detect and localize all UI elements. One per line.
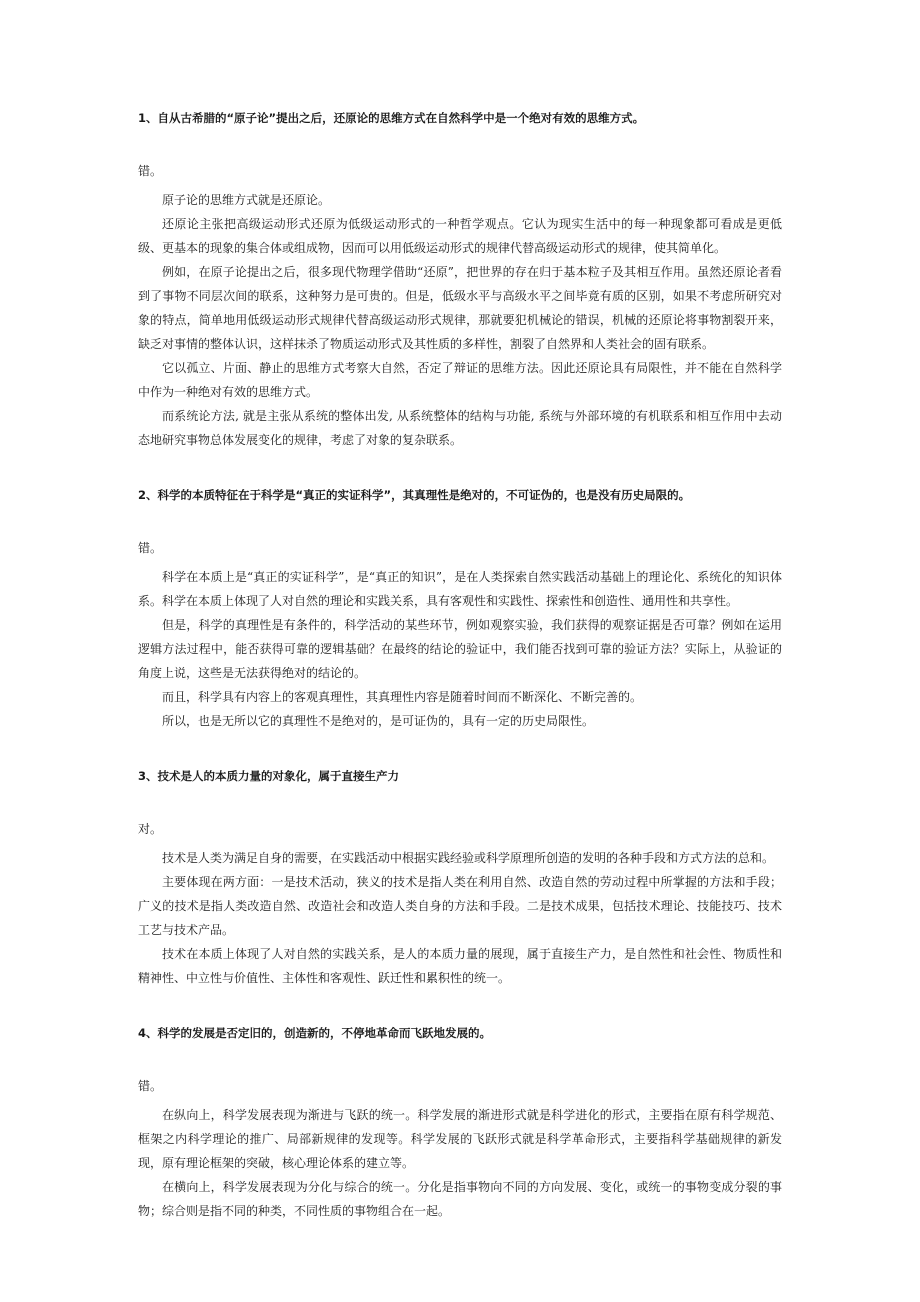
- question-section-1: [138, 108, 782, 452]
- answer-verdict: 错。: [138, 164, 163, 178]
- answer-paragraph: 技术在本质上体现了人对自然的实践关系，是人的本质力量的展现，属于直接生产力，是自然性和社会性、物质性和精神性、中立性与价值性、主体性和客观性、跃迁性和累积性的统一。: [138, 947, 782, 985]
- answer-paragraph: 例如，在原子论提出之后，很多现代物理学借助“还原”，把世界的存在归于基本粒子及其相互作用。虽然还原论者看到了事物不同层次间的联系，这种努力是可贵的。但是，低级水平与高级水平之间毕竟有质的区别，如果不考虑所研究对象的特点，简单地用低级运动形式规律代替高级运动形式规律，那就要犯机械论的错误，机械的还原论将事物割裂开来，缺乏对事情的整体认识，这样抹杀了物质运动形式及其性质的多样性，割裂了自然界和人类社会的固有联系。: [138, 265, 782, 351]
- answer-paragraph: 而且，科学具有内容上的客观真理性，其真理性内容是随着时间而不断深化、不断完善的。: [162, 690, 643, 704]
- answer-paragraph: 科学在本质上是“真正的实证科学”，是“真正的知识”，是在人类探索自然实践活动基础上的理论化、系统化的知识体系。科学在本质上体现了人对自然的理论和实践关系，具有客观性和实践性、探索性和创造性、通用性和共享性。: [138, 570, 782, 608]
- answer-paragraph: 还原论主张把高级运动形式还原为低级运动形式的一种哲学观点。它认为现实生活中的每一种现象都可看成是更低级、更基本的现象的集合体或组成物，因而可以用低级运动形式的规律代替高级运动形式的规律，使其简单化。: [138, 217, 782, 255]
- answer-paragraph: 在纵向上，科学发展表现为渐进与飞跃的统一。科学发展的渐进形式就是科学进化的形式，主要指在原有科学规范、框架之内科学理论的推广、局部新规律的发现等。科学发展的飞跃形式就是科学革命形式，主要指科学基础规律的新发现，原有理论框架的突破，核心理论体系的建立等。: [138, 1108, 782, 1170]
- answer-paragraph: 它以孤立、片面、静止的思维方式考察大自然，否定了辩证的思维方法。因此还原论具有局限性，并不能在自然科学中作为一种绝对有效的思维方式。: [138, 361, 782, 399]
- question-heading: 1、自从古希腊的“原子论”提出之后，还原论的思维方式在自然科学中是一个绝对有效的思维方式。: [138, 111, 645, 125]
- answer-verdict: 对。: [138, 822, 163, 836]
- answer-paragraph: 所以，也是无所以它的真理性不是绝对的，是可证伪的，具有一定的历史局限性。: [162, 714, 595, 728]
- question-section-4: [138, 1023, 782, 1223]
- answer-paragraph: 技术是人类为满足自身的需要，在实践活动中根据实践经验或科学原理所创造的发明的各种手段和方式方法的总和。: [162, 851, 775, 865]
- question-section-3: [138, 766, 782, 990]
- answer-paragraph: 在横向上，科学发展表现为分化与综合的统一。分化是指事物向不同的方向发展、变化，或统一的事物变成分裂的事物；综合则是指不同的种类，不同性质的事物组合在一起。: [138, 1180, 782, 1218]
- answer-paragraph: 原子论的思维方式就是还原论。: [162, 193, 331, 207]
- question-heading: 4、科学的发展是否定旧的，创造新的，不停地革命而飞跃地发展的。: [138, 1026, 491, 1040]
- answer-paragraph: 主要体现在两方面：一是技术活动，狭义的技术是指人类在利用自然、改造自然的劳动过程中所掌握的方法和手段；广义的技术是指人类改造自然、改造社会和改造人类自身的方法和手段。二是技术成果，包括技术理论、技能技巧、技术工艺与技术产品。: [138, 875, 782, 937]
- question-section-2: [138, 485, 782, 733]
- answer-paragraph: 但是，科学的真理性是有条件的，科学活动的某些环节，例如观察实验，我们获得的观察证据是否可靠？例如在运用逻辑方法过程中，能否获得可靠的逻辑基础？在最终的结论的验证中，我们能否找到可靠的验证方法？实际上，从验证的角度上说，这些是无法获得绝对的结论的。: [138, 618, 782, 680]
- answer-verdict: 错。: [138, 1079, 163, 1093]
- answer-paragraph: 而系统论方法, 就是主张从系统的整体出发, 从系统整体的结构与功能, 系统与外部环境的有机联系和相互作用中去动态地研究事物总体发展变化的规律，考虑了对象的复杂联系。: [138, 409, 782, 447]
- question-heading: 2、科学的本质特征在于科学是“真正的实证科学”，其真理性是绝对的，不可证伪的，也是没有历史局限的。: [138, 488, 691, 502]
- question-heading: 3、技术是人的本质力量的对象化，属于直接生产力: [138, 769, 399, 783]
- answer-verdict: 错。: [138, 541, 163, 555]
